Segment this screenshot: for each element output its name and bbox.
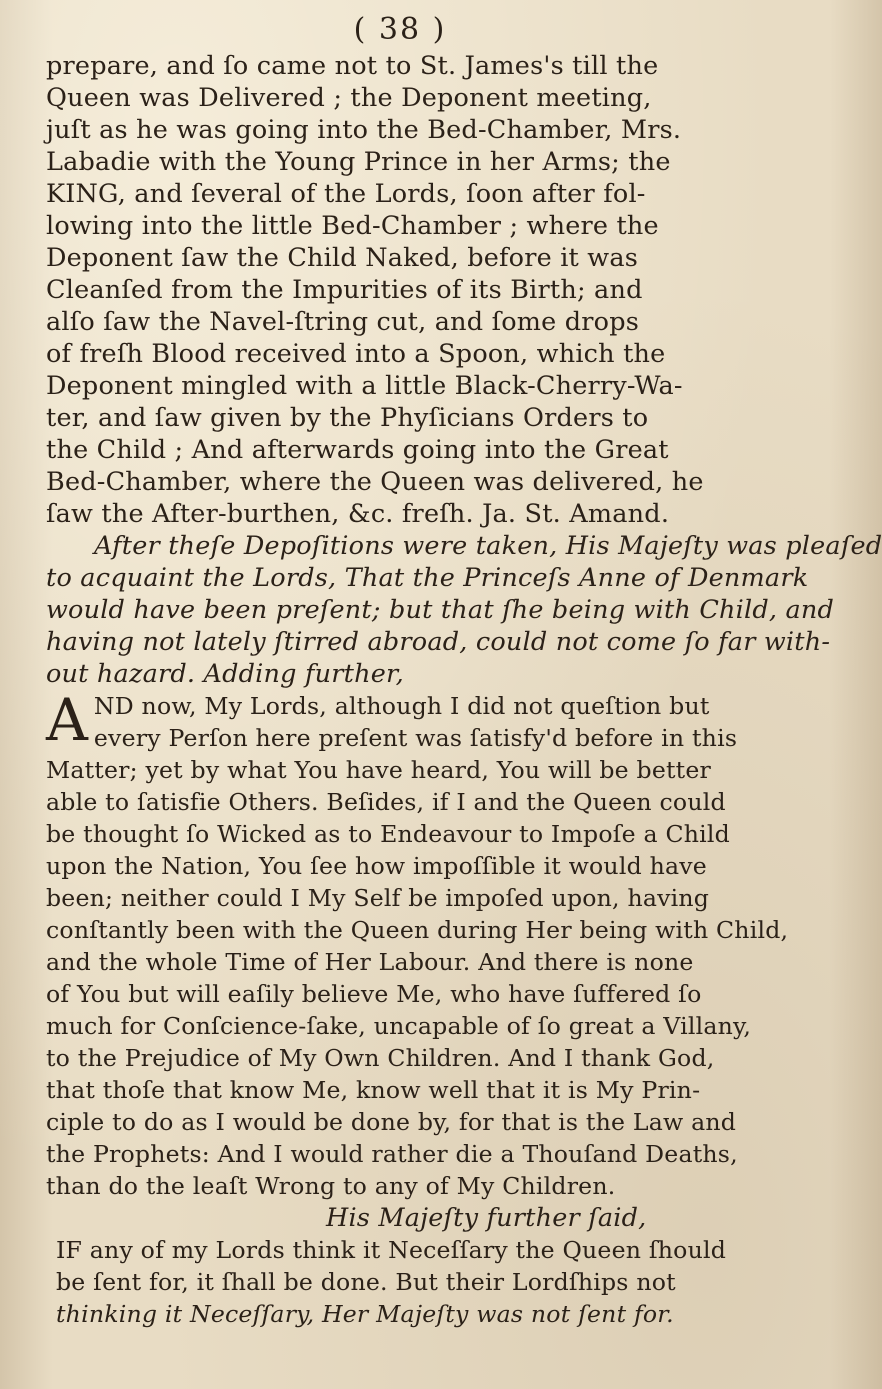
text-line: that thoſe that know Me, know well that it is My Prin-: [46, 1076, 701, 1104]
text-line: the Prophets: And I would rather die a Thouſand Deaths,: [46, 1140, 738, 1168]
page-number: ( 38 ): [353, 12, 447, 47]
text-line: lowing into the little Bed-Chamber ; where the: [46, 211, 659, 241]
text-line: IF any of my Lords think it Neceſſary the Queen ſhould: [56, 1236, 727, 1264]
text-block: [46, 50, 882, 1330]
text-line: upon the Nation, You ſee how impoſſible it would have: [46, 852, 707, 880]
text-line: than do the leaſt Wrong to any of My Children.: [46, 1172, 616, 1200]
text-line: be ſent for, it ſhall be done. But their Lordſhips not: [56, 1268, 676, 1296]
text-line: Bed-Chamber, where the Queen was delivered, he: [46, 467, 704, 497]
text-line: be thought ſo Wicked as to Endeavour to Impoſe a Child: [46, 820, 730, 848]
italic-text-line: out hazard. Adding further,: [46, 659, 404, 689]
text-line: ciple to do as I would be done by, for that is the Law and: [46, 1108, 737, 1136]
text-line: Queen was Delivered ; the Deponent meeting,: [46, 83, 652, 113]
text-line: Matter; yet by what You have heard, You will be better: [46, 756, 711, 784]
kings-speech: [46, 686, 789, 1202]
text-line: ſaw the After-burthen, &c. freſh. Ja. St. Amand.: [46, 499, 670, 529]
text-line: ND now, My Lords, although I did not queſtion but: [93, 692, 710, 720]
text-line: much for Conſcience-ſake, uncapable of ſo great a Villany,: [46, 1012, 752, 1040]
text-line: and the whole Time of Her Labour. And there is none: [46, 948, 694, 976]
text-line: every Perſon here preſent was ſatisfy'd before in this: [93, 724, 738, 752]
italic-text-line: would have been preſent; but that ſhe being with Child, and: [46, 595, 835, 625]
text-line: ter, and ſaw given by the Phyſicians Orders to: [46, 403, 649, 433]
text-line: alſo ſaw the Navel-ſtring cut, and ſome drops: [46, 307, 640, 337]
text-line: Deponent mingled with a little Black-Cherry-Wa-: [46, 371, 683, 401]
italic-text-line: His Majeſty further ſaid,: [326, 1203, 647, 1233]
text-line: able to ſatisfie Others. Beſides, if I and the Queen could: [46, 788, 726, 816]
text-line: of freſh Blood received into a Spoon, which the: [46, 339, 666, 369]
text-line: the Child ; And afterwards going into the Great: [46, 435, 669, 465]
italic-text-line: having not lately ſtirred abroad, could not come ſo far with-: [46, 627, 831, 657]
text-line: Deponent ſaw the Child Naked, before it was: [46, 243, 639, 273]
text-line: Cleanſed from the Impurities of its Birth; and: [46, 275, 643, 305]
text-line: Labadie with the Young Prince in her Arms; the: [46, 147, 671, 177]
drop-cap: A: [46, 686, 88, 754]
italic-text-line: After theſe Depoſitions were taken, His Majeſty was pleaſed: [94, 531, 882, 561]
text-line: juſt as he was going into the Bed-Chamber, Mrs.: [46, 115, 682, 145]
final-paragraph: [46, 1234, 762, 1330]
text-line: of You but will eaſily believe Me, who have ſuffered ſo: [46, 980, 702, 1008]
text-line: been; neither could I My Self be impoſed upon, having: [46, 884, 710, 912]
italic-text-line: thinking it Neceſſary, Her Majeſty was not ſent for.: [56, 1300, 674, 1328]
italic-text-line: to acquaint the Lords, That the Princeſs Anne of Denmark: [46, 563, 809, 593]
text-line: to the Prejudice of My Own Children. And I thank God,: [46, 1044, 715, 1072]
dropcap-block: [46, 686, 762, 754]
text-line: KING, and ſeveral of the Lords, ſoon after fol-: [46, 179, 646, 209]
text-line: prepare, and ſo came not to St. James's till the: [46, 51, 659, 81]
text-line: conſtantly been with the Queen during Her being with Child,: [46, 916, 789, 944]
